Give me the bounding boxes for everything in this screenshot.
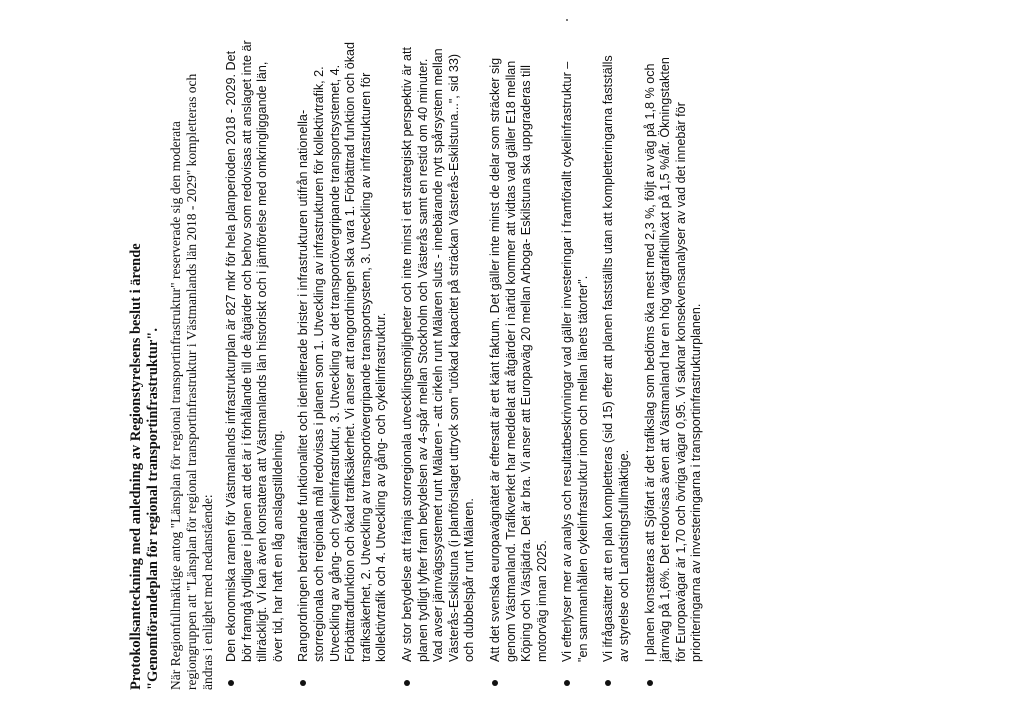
title-line-2: "Genomförandeplan för regional transportinfrastruktur". xyxy=(145,328,161,690)
bullet-icon xyxy=(492,680,498,686)
rotated-content xyxy=(128,40,968,690)
bullet-text: Av stor betydelse att främja storregionala utvecklingsmöjligheter och inte minst i ett strategiskt perspektiv är att planen tydligt lyfter fram betydelsen av 4-spår mellan Stockholm och Västerås samt en restid om 40 minuter. Vad avser järnvägssystemet runt Mälaren - att cirkeln runt Mälaren sluts - innebärande nytt spårsystem mellan Västerås-Eskilstuna (i planförslaget uttryck som "utökad kapacitet på sträckan Västerås-Eskilstuna...", sid 33) och dubbelspår runt Mälaren. xyxy=(399,46,477,662)
list-item xyxy=(643,40,705,690)
bullet-icon xyxy=(404,680,410,686)
bullet-icon xyxy=(300,680,306,686)
bullet-list xyxy=(224,40,705,690)
bullet-text: Vi efterlyser mer av analys och resultatbeskrivningar vad gäller investeringar i framförallt cykelinfrastruktur – "en sammanhållen cykelinfrastruktur inom och mellan länets tätorter". xyxy=(560,61,590,662)
list-item xyxy=(224,40,286,690)
list-item xyxy=(296,40,390,690)
bullet-text: Den ekonomiska ramen för Västmanlands infrastrukturplan är 827 mkr för hela planperioden 2018 - 2029. Det bör framgå tydligare i planen att det är i förhållande till de åtgärder och behov som redovisas att anslaget inte är tillräckligt. Vi kan även konstatera att Västmanlands län historiskt och i jämförelse med omkringliggande län, över tid, har haft en låg anslagstilldelning. xyxy=(224,40,285,662)
bullet-text: Vi ifrågasätter att en plan kompletteras (sid 15) efter att planen fastställts utan att kompletteringarna fastställs av styrelse och Landstingsfullmäktige. xyxy=(601,55,632,662)
bullet-text: Att det svenska europavägnätet är eftersatt är ett känt faktum. Det gäller inte minst de delar som sträcker sig genom Västmanland. Trafikverket har meddelat att åtgärder i närtid kommer att vidtas vad gäller E18 mellan Köping och Västjädra. Det är bra. Vi anser att Europaväg 20 mellan Arboga- Eskilstuna ska uppgraderas till motorväg innan 2025. xyxy=(487,57,549,662)
document-title xyxy=(128,40,162,690)
bullet-icon xyxy=(228,680,234,686)
bullet-icon xyxy=(564,680,570,686)
list-item xyxy=(488,40,550,690)
intro-paragraph: När Regionfullmäktige antog "Länsplan för regional transportinfrastruktur" reserverade sig den moderata regiongruppen att "Länsplan för regional transportinfrastruktur i Västmanlands län 2018 - 2029" kompletteras och ändras i enlighet med nedanstående: xyxy=(168,73,215,690)
list-item xyxy=(560,40,591,690)
bullet-icon xyxy=(647,680,653,686)
bullet-icon xyxy=(605,680,611,686)
list-item xyxy=(601,40,632,690)
bullet-text: Rangordningen beträffande funktionalitet och identifierade brister i infrastrukturen utifrån nationella- storregionala och regionala mål redovisas i planen som 1. Utveckling av infrastrukturen för kollektivtrafik, 2. Utveckling av gång- och cykelinfrastruktur, 3. Utveckling av det transportövergripande transportsystemet, 4. Förbättradfunktion och ökad trafiksäkerhet. Vi anser att rangordningen ska vara 1. Förbättrad funktion och ökad trafiksäkerhet, 2. Utveckling av transportövergripande transportsystem, 3. Utveckling av infrastrukturen för kollektivtrafik och 4. Utveckling av gång- och cykelinfrastruktur. xyxy=(296,41,389,662)
list-item xyxy=(400,40,478,690)
bullet-text: I planen konstateras att Sjöfart är det trafikslag som bedöms öka mest med 2,3 %, följt av väg på 1,8 % och järnväg på 1,6%. Det redovisas även att Västmanland har en hög vägtrafiktillväxt på 1,5 %/år. Ökningstakten för Europavägar är 1,70 och övriga vägar 0,95. Vi saknar konsekvensanalyser av vad det innebär för prioriteringarna av investeringarna i transportinfrastrukturplanen. xyxy=(642,57,704,662)
title-line-1: Protokollsanteckning med anledning av Regionstyrelsens beslut i ärende xyxy=(128,243,144,690)
scan-speck xyxy=(566,19,568,21)
